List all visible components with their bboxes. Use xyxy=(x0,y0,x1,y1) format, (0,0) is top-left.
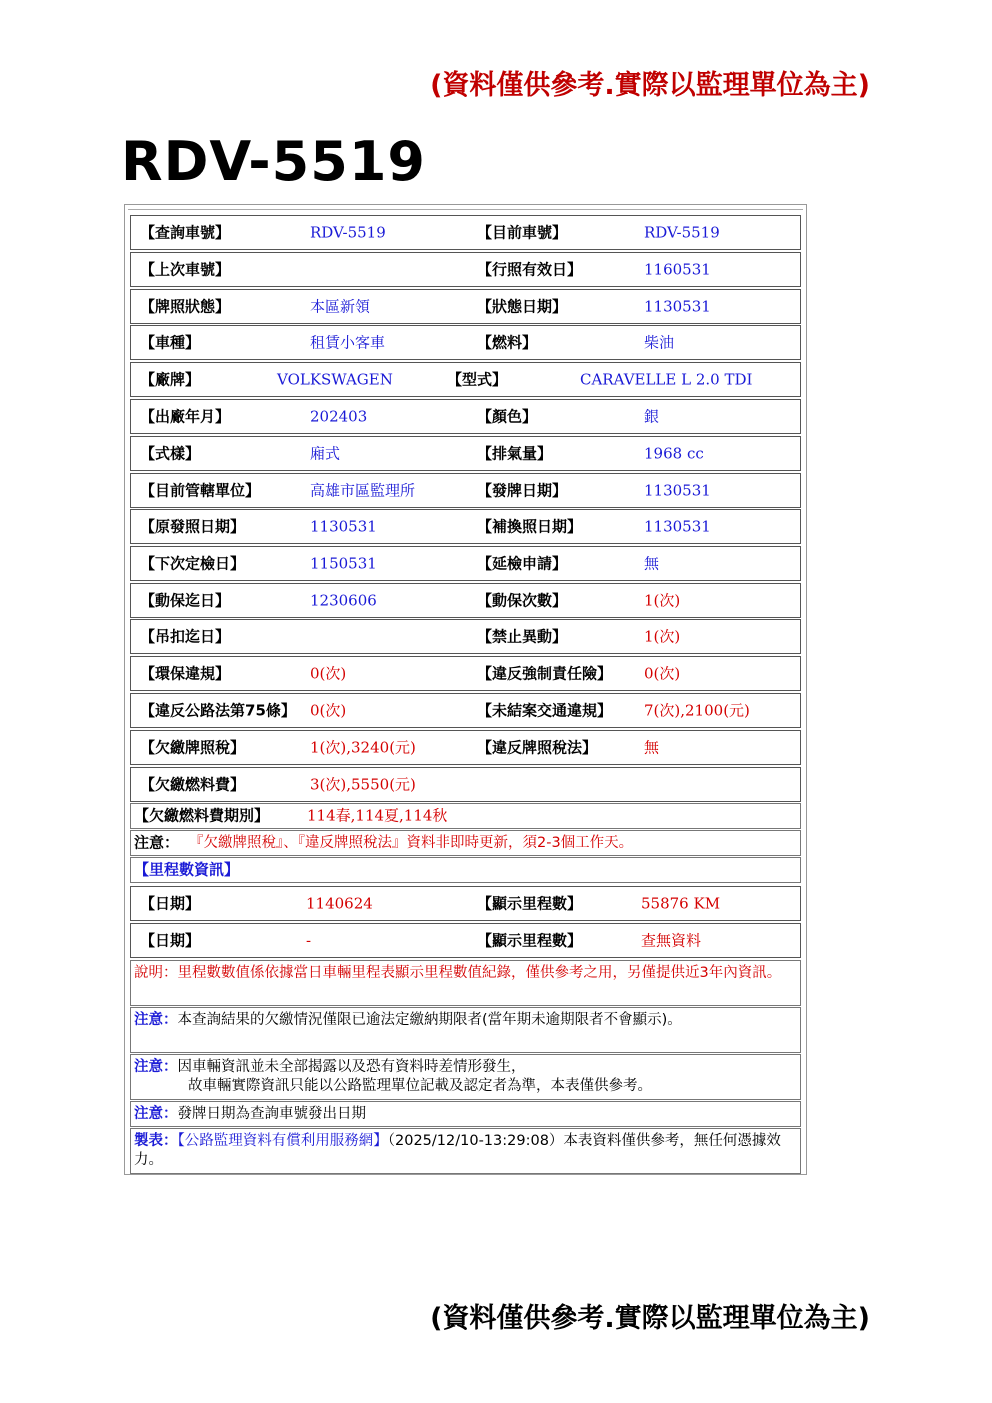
field-value: CARAVELLE L 2.0 TDI xyxy=(580,370,753,388)
table-row xyxy=(130,252,801,287)
field-value: 廂式 xyxy=(310,444,341,462)
field-value: 本區新領 xyxy=(310,297,371,315)
note-row xyxy=(130,1101,801,1127)
table-row xyxy=(130,619,801,654)
table-row xyxy=(130,325,801,360)
field-label: 【顏色】 xyxy=(477,407,538,425)
table-row xyxy=(130,399,801,434)
disclaimer-bottom: (資料僅供參考.實際以監理單位為主) xyxy=(430,1303,870,1334)
field-value: 114春,114夏,114秋 xyxy=(307,806,448,825)
field-value: 1230606 xyxy=(310,591,377,609)
field-value: 1130531 xyxy=(644,481,711,499)
field-label: 【未結案交通違規】 xyxy=(477,701,613,719)
field-label: 【欠繳燃料費期別】 xyxy=(134,806,270,825)
field-value: 1140624 xyxy=(306,894,373,912)
field-label: 【上次車號】 xyxy=(140,260,231,278)
note-text: 『欠繳牌照稅』、『違反牌照稅法』資料非即時更新，須2-3個工作天。 xyxy=(189,834,634,851)
field-value: 1130531 xyxy=(644,517,711,535)
field-value: 銀 xyxy=(644,407,660,425)
field-value: 7(次),2100(元) xyxy=(644,701,750,719)
disclaimer-top: (資料僅供參考.實際以監理單位為主) xyxy=(430,70,870,101)
field-label: 【目前管轄單位】 xyxy=(140,481,261,499)
field-label: 【牌照狀態】 xyxy=(140,297,231,315)
note-text: 發牌日期為查詢車號發出日期 xyxy=(177,1106,366,1122)
note-text: 因車輛資訊並未全部揭露以及恐有資料時差情形發生， xyxy=(177,1059,526,1075)
field-label: 【狀態日期】 xyxy=(477,297,568,315)
mileage-row xyxy=(130,886,801,921)
note-key: 注意： xyxy=(134,833,180,852)
note-text: 本查詢結果的欠繳情況僅限已逾法定繳納期限者(當年期未逾期限者不會顯示)。 xyxy=(177,1012,682,1028)
field-value: 0(次) xyxy=(310,664,347,682)
field-value: 柴油 xyxy=(644,333,675,351)
field-label: 【顯示里程數】 xyxy=(477,931,583,949)
vehicle-info-table xyxy=(124,204,807,1175)
table-body xyxy=(128,209,803,1171)
field-label: 【查詢車號】 xyxy=(140,223,231,241)
note-text-continued: 故車輛實際資訊只能以公路監理單位記載及認定者為準，本表僅供參考。 xyxy=(188,1078,652,1094)
field-label: 【欠繳燃料費】 xyxy=(140,775,246,793)
field-value: 55876 KM xyxy=(641,894,721,912)
field-label: 【行照有效日】 xyxy=(477,260,583,278)
note-row xyxy=(130,1054,801,1100)
table-row xyxy=(130,583,801,618)
field-label: 【下次定檢日】 xyxy=(140,554,246,572)
field-value: 0(次) xyxy=(644,664,681,682)
mileage-header-row xyxy=(130,857,801,883)
field-label: 【補換照日期】 xyxy=(477,517,583,535)
note-text-block xyxy=(134,1058,792,1096)
field-value: 租賃小客車 xyxy=(310,333,386,351)
mileage-note-row xyxy=(130,960,801,1006)
note-key: 注意： xyxy=(134,1106,178,1122)
note-text-block xyxy=(134,1105,792,1124)
field-value: 1(次) xyxy=(644,591,681,609)
table-row xyxy=(130,767,801,802)
note-row xyxy=(130,1007,801,1053)
footer-key: 製表： xyxy=(134,1133,178,1149)
field-label: 【目前車號】 xyxy=(477,223,568,241)
field-label: 【車種】 xyxy=(140,333,201,351)
field-label: 【排氣量】 xyxy=(477,444,553,462)
field-value: RDV-5519 xyxy=(310,223,386,241)
field-label: 【動保次數】 xyxy=(477,591,568,609)
field-value: 無 xyxy=(644,554,660,572)
field-label: 【延檢申請】 xyxy=(477,554,568,572)
field-value: 1(次) xyxy=(644,627,681,645)
field-value: 1150531 xyxy=(310,554,377,572)
field-label: 【欠繳牌照稅】 xyxy=(140,738,246,756)
field-value: VOLKSWAGEN xyxy=(277,370,393,388)
plate-title: RDV-5519 xyxy=(121,130,426,193)
field-label: 【出廠年月】 xyxy=(140,407,231,425)
field-label: 【顯示里程數】 xyxy=(477,894,583,912)
table-row xyxy=(130,730,801,765)
field-value: 3(次),5550(元) xyxy=(310,775,416,793)
footer-text-block xyxy=(134,1132,792,1170)
field-value: 查無資料 xyxy=(641,931,702,949)
field-label: 【日期】 xyxy=(140,894,201,912)
field-label: 【動保迄日】 xyxy=(140,591,231,609)
field-label: 【燃料】 xyxy=(477,333,538,351)
tax-note-row xyxy=(130,830,801,856)
footer-text: （2025/12/10-13:29:08）本表資料僅供參考，無任何憑據效力。 xyxy=(134,1133,781,1168)
note-text-block xyxy=(134,1011,792,1030)
field-value: - xyxy=(306,931,312,949)
mileage-row xyxy=(130,923,801,958)
table-row xyxy=(130,693,801,728)
field-value: 1160531 xyxy=(644,260,711,278)
table-row xyxy=(130,473,801,508)
field-value: 1130531 xyxy=(644,297,711,315)
section-heading: 【里程數資訊】 xyxy=(134,860,240,879)
table-row xyxy=(130,215,801,250)
field-label: 【環保違規】 xyxy=(140,664,231,682)
field-value: RDV-5519 xyxy=(644,223,720,241)
footer-row xyxy=(130,1128,801,1174)
mileage-note: 說明：里程數數值係依據當日車輛里程表顯示里程數值紀錄，僅供參考之用，另僅提供近3年內資訊。 xyxy=(134,965,782,981)
table-row xyxy=(130,289,801,324)
note-key: 注意： xyxy=(134,1012,178,1028)
table-row xyxy=(130,546,801,581)
field-label: 【禁止異動】 xyxy=(477,627,568,645)
field-label: 【廠牌】 xyxy=(140,370,201,388)
field-label: 【吊扣迄日】 xyxy=(140,627,231,645)
field-label: 【違反牌照稅法】 xyxy=(477,738,598,756)
field-value: 1(次),3240(元) xyxy=(310,738,416,756)
note-key: 注意： xyxy=(134,1059,178,1075)
fuel-period-row xyxy=(130,803,801,829)
table-row xyxy=(130,436,801,471)
field-value: 無 xyxy=(644,738,660,756)
field-value: 0(次) xyxy=(310,701,347,719)
field-value: 1968 cc xyxy=(644,444,704,462)
field-label: 【日期】 xyxy=(140,931,201,949)
field-value: 高雄市區監理所 xyxy=(310,481,416,499)
field-label: 【發牌日期】 xyxy=(477,481,568,499)
field-value: 1130531 xyxy=(310,517,377,535)
field-label: 【型式】 xyxy=(447,370,508,388)
footer-source: 【公路監理資料有償利用服務網】 xyxy=(177,1133,388,1149)
table-row xyxy=(130,509,801,544)
field-value: 202403 xyxy=(310,407,368,425)
field-label: 【式樣】 xyxy=(140,444,201,462)
field-label: 【違反公路法第75條】 xyxy=(140,701,296,719)
table-row xyxy=(130,656,801,691)
field-label: 【原發照日期】 xyxy=(140,517,246,535)
field-label: 【違反強制責任險】 xyxy=(477,664,613,682)
table-row xyxy=(130,362,801,397)
